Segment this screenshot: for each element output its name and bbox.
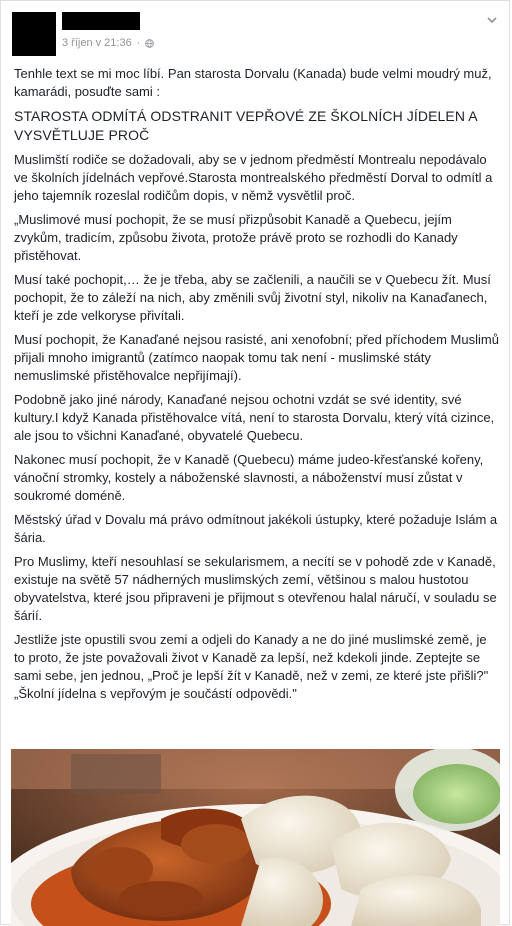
- paragraph: Podobně jako jiné národy, Kanaďané nejsou ochotni vzdát se své identity, své kultury.I když Kanada přistěhovalce vítá, není to starosta Dorvalu, který vítá cizince, ale jsou to všichni Kanaďané, obyvatelé Quebecu.: [14, 392, 495, 443]
- paragraph: Městský úřad v Dovalu má právo odmítnout jakékoli ústupky, které požaduje Islám a šária.: [14, 512, 498, 545]
- paragraph: Tenhle text se mi moc líbí. Pan starosta Dorvalu (Kanada) bude velmi moudrý muž, kamarádi, posuďte sami :: [14, 66, 492, 99]
- post-photo[interactable]: [11, 749, 500, 926]
- paragraph: „Muslimové musí pochopit, že se musí přizpůsobit Kanadě a Quebecu, jejím zvykům, tradicím, způsobu života, protože právě proto se rozhodli do Kanady přistěhovat.: [14, 212, 458, 263]
- post-text: [14, 65, 500, 709]
- post-meta: [62, 37, 154, 49]
- food-photo-illustration: [11, 749, 500, 926]
- paragraph: Musí také pochopit,… že je třeba, aby se začlenili, a naučili se v Quebecu žít. Musí pochopit, že to záleží na nich, aby změnili svůj životní styl, nikoliv na Kanaďanech, kteří je zde velkoryse přivítali.: [14, 272, 491, 323]
- chevron-down-icon[interactable]: [485, 13, 499, 27]
- author-name[interactable]: [62, 12, 140, 30]
- timestamp[interactable]: 3 říjen v 21:36: [62, 37, 132, 49]
- headline: STAROSTA ODMÍTÁ ODSTRANIT VEPŘOVÉ ZE ŠKOLNÍCH JÍDELEN A VYSVĚTLUJE PROČ: [14, 108, 477, 143]
- paragraph: Nakonec musí pochopit, že v Kanadě (Quebecu) máme judeo-křesťanské kořeny, vánoční stromky, kostely a náboženské slavnosti, a náboženství musí zůstat v soukromé doméně.: [14, 452, 484, 503]
- paragraph: Musí pochopit, že Kanaďané nejsou rasisté, ani xenofobní; před příchodem Muslimů přijali mnoho imigrantů (zatímco naopak tomu tak není - muslimské státy nemuslimské přistěhovalce nepřijímají).: [14, 332, 499, 383]
- paragraph: Jestliže jste opustili svou zemi a odjeli do Kanady a ne do jiné muslimské země, je to proto, že jste považovali život v Kanadě za lepší, než kdekoli jinde. Zeptejte se sami sebe, jen jednou, „Proč je lepší žít v Kanadě, než v zemi, ze které jste přišli?" „Školní jídelna s vepřovým je součástí odpovědi.": [14, 632, 489, 701]
- paragraph: Muslimští rodiče se dožadovali, aby se v jednom předměstí Montrealu nepodávalo ve školních jídelnách vepřové.Starosta montrealského předměstí Dorval to odmítl a jeho tajemník rozeslal rodičům dopis, v němž vysvětlil proč.: [14, 152, 493, 203]
- avatar[interactable]: [12, 12, 56, 56]
- paragraph: Pro Muslimy, kteří nesouhlasí se sekularismem, a necítí se v pohodě zde v Kanadě, existuje na světě 57 nádherných muslimských zemí, většinou s malou hustotou obyvatelstva, které jsou připraveni je přijmout s otevřenou halal náručí, v souladu se šárií.: [14, 554, 497, 623]
- globe-icon: [145, 39, 154, 48]
- dot-separator: ·: [136, 37, 141, 49]
